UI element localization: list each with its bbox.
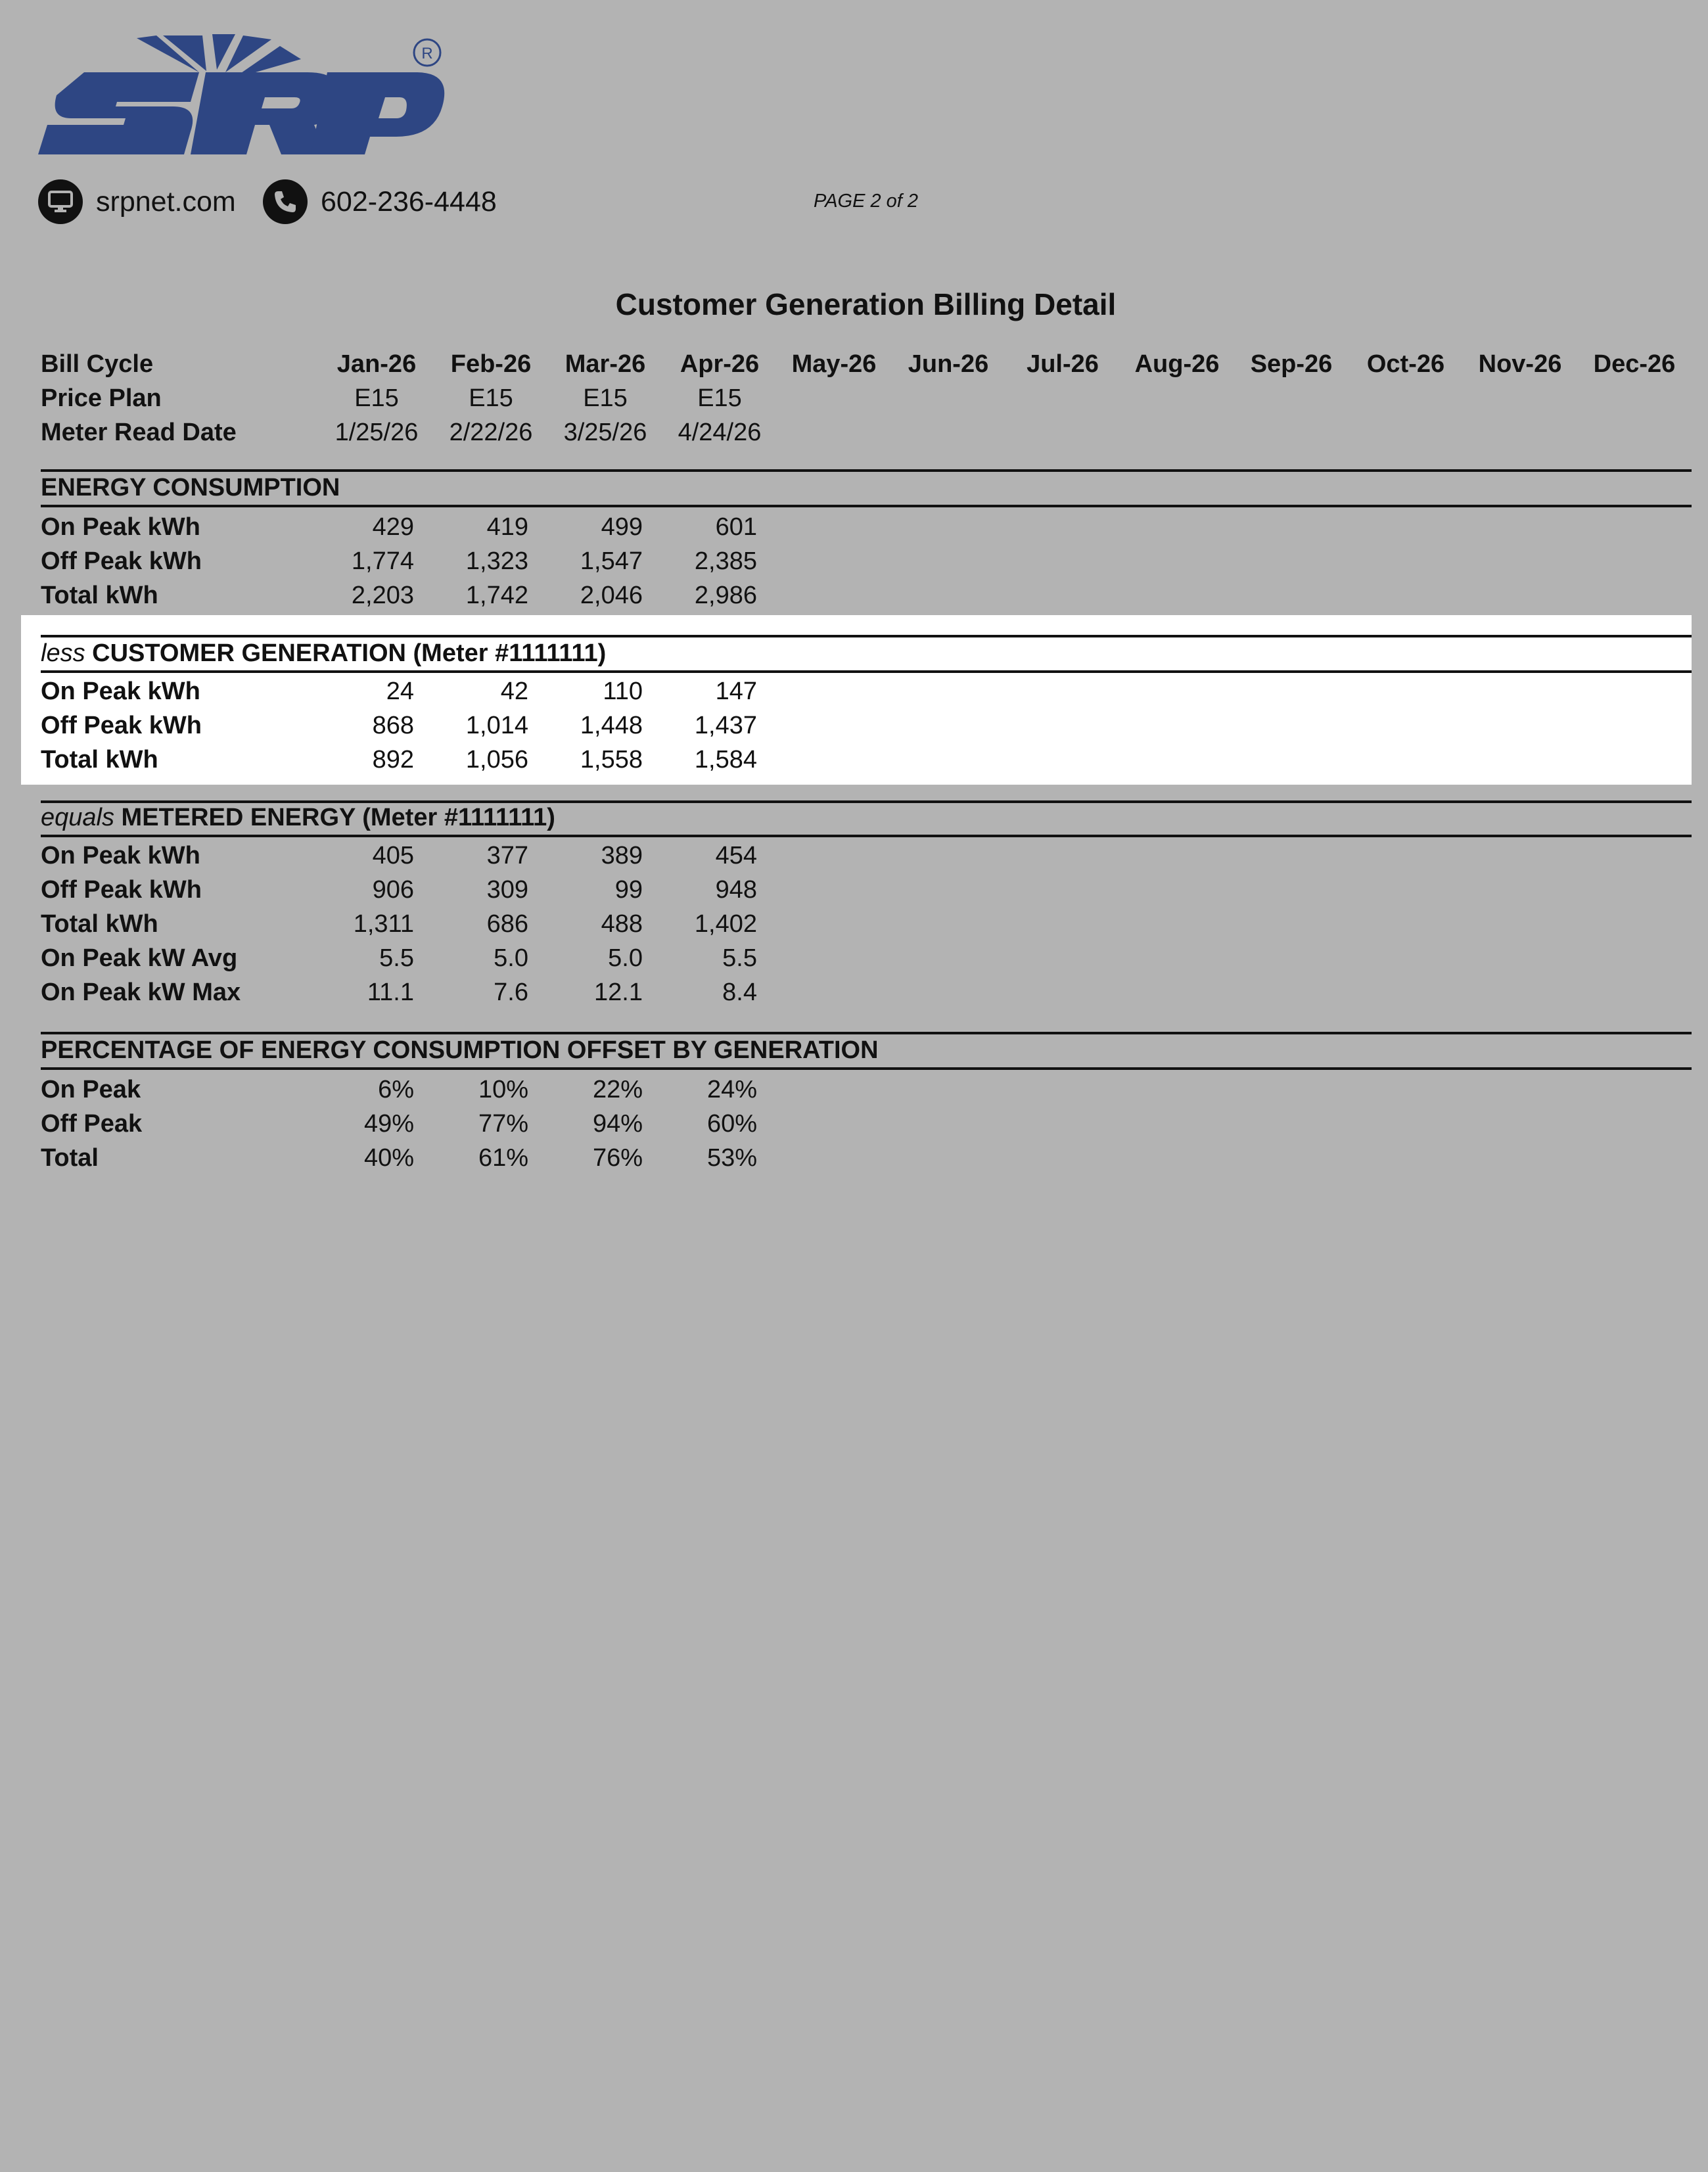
table-row	[0, 1107, 1708, 1141]
cell-value: 389	[601, 842, 643, 869]
row-label: Total kWh	[41, 582, 158, 609]
cell-value: 1,311	[353, 910, 414, 938]
cell-value: 2,046	[580, 582, 643, 609]
month-header: Apr-26	[680, 350, 760, 378]
month-header: Mar-26	[565, 350, 646, 378]
cell-value: 110	[603, 678, 643, 705]
month-header: May-26	[791, 350, 877, 378]
cell-value: 2,385	[694, 547, 757, 575]
month-header: Oct-26	[1366, 350, 1445, 378]
table-row	[0, 510, 1708, 544]
svg-text:R: R	[421, 45, 433, 62]
price-plan-value: E15	[583, 384, 628, 412]
month-header: Nov-26	[1478, 350, 1562, 378]
cell-value: 12.1	[594, 979, 643, 1006]
cell-value: 76%	[592, 1144, 643, 1172]
table-row	[0, 873, 1708, 907]
cell-value: 1,014	[465, 712, 528, 739]
cell-value: 1,437	[694, 712, 757, 739]
section-divider	[41, 670, 1692, 673]
cell-value: 868	[372, 712, 414, 739]
table-row	[0, 907, 1708, 941]
cell-value: 147	[715, 678, 757, 705]
cell-value: 377	[486, 842, 528, 869]
page-number: PAGE 2 of 2	[814, 191, 919, 212]
cell-value: 906	[372, 876, 414, 904]
row-label: On Peak kW Max	[41, 979, 241, 1006]
table-row	[0, 839, 1708, 873]
row-label: On Peak kW Avg	[41, 944, 238, 972]
cell-value: 22%	[592, 1076, 643, 1103]
table-row	[0, 1141, 1708, 1175]
row-label: Total kWh	[41, 910, 158, 938]
row-label: Off Peak kWh	[41, 876, 202, 904]
cell-value: 1,323	[465, 547, 528, 575]
table-row	[0, 708, 1708, 743]
cell-value: 1,056	[465, 746, 528, 774]
month-header: Jul-26	[1027, 350, 1099, 378]
cell-value: 488	[601, 910, 643, 938]
meter-read-date: 1/25/26	[335, 419, 419, 446]
energy-consumption-heading: ENERGY CONSUMPTION	[41, 474, 340, 501]
meter-read-date: 3/25/26	[563, 419, 647, 446]
heading-text: METERED ENERGY (Meter #1111111)	[114, 804, 555, 831]
cell-value: 24%	[706, 1076, 757, 1103]
cell-value: 60%	[706, 1110, 757, 1138]
phone-contact[interactable]	[263, 179, 497, 225]
metered-energy-heading	[41, 800, 555, 835]
price-plan-value: E15	[354, 384, 399, 412]
website-link[interactable]: srpnet.com	[96, 185, 236, 218]
cell-value: 5.0	[608, 944, 643, 972]
cell-value: 6%	[378, 1076, 414, 1103]
table-row	[0, 1073, 1708, 1107]
price-plan-value: E15	[697, 384, 742, 412]
cell-value: 1,584	[694, 746, 757, 774]
srp-logo	[38, 33, 446, 158]
bill-cycle-label: Bill Cycle	[41, 350, 154, 378]
customer-generation-heading	[41, 636, 606, 670]
cell-value: 10%	[478, 1076, 528, 1103]
month-header: Dec-26	[1593, 350, 1676, 378]
cell-value: 42	[500, 678, 528, 705]
cell-value: 601	[715, 513, 757, 541]
section-divider	[41, 1067, 1692, 1070]
month-header: Feb-26	[450, 350, 532, 378]
cell-value: 2,986	[694, 582, 757, 609]
table-row	[0, 544, 1708, 578]
cell-value: 7.6	[494, 979, 528, 1006]
monitor-icon	[38, 179, 83, 224]
cell-value: 77%	[478, 1110, 528, 1138]
month-header: Aug-26	[1134, 350, 1220, 378]
cell-value: 892	[372, 746, 414, 774]
cell-value: 1,448	[580, 712, 643, 739]
cell-value: 99	[614, 876, 643, 904]
phone-number[interactable]: 602-236-4448	[321, 185, 497, 218]
document-title: Customer Generation Billing Detail	[615, 287, 1117, 321]
meter-read-date-row	[0, 415, 1708, 450]
table-row	[0, 578, 1708, 612]
meter-read-date: 4/24/26	[678, 419, 762, 446]
row-label: On Peak kWh	[41, 513, 200, 541]
row-label: Off Peak kWh	[41, 712, 202, 739]
section-divider	[41, 505, 1692, 507]
row-label: Off Peak kWh	[41, 547, 202, 575]
cell-value: 405	[372, 842, 414, 869]
row-label: Total kWh	[41, 746, 158, 774]
cell-value: 40%	[363, 1144, 414, 1172]
month-header: Jan-26	[336, 350, 417, 378]
website-contact[interactable]	[38, 179, 236, 225]
price-plan-label: Price Plan	[41, 384, 162, 412]
section-divider	[41, 835, 1692, 837]
meter-read-date: 2/22/26	[449, 419, 533, 446]
heading-prefix: equals	[41, 804, 114, 831]
cell-value: 49%	[363, 1110, 414, 1138]
cell-value: 948	[715, 876, 757, 904]
cell-value: 11.1	[367, 979, 414, 1006]
meter-read-date-label: Meter Read Date	[41, 419, 237, 446]
cell-value: 1,774	[351, 547, 414, 575]
phone-icon	[263, 179, 308, 224]
heading-prefix: less	[41, 639, 85, 667]
cell-value: 61%	[478, 1144, 528, 1172]
cell-value: 1,558	[580, 746, 643, 774]
row-label: Off Peak	[41, 1110, 143, 1138]
heading-text: CUSTOMER GENERATION (Meter #1111111)	[85, 639, 607, 667]
cell-value: 2,203	[351, 582, 414, 609]
month-header: Jun-26	[908, 350, 989, 378]
cell-value: 8.4	[722, 979, 757, 1006]
table-row	[0, 975, 1708, 1009]
cell-value: 1,402	[694, 910, 757, 938]
price-plan-value: E15	[469, 384, 513, 412]
cell-value: 94%	[592, 1110, 643, 1138]
cell-value: 419	[486, 513, 528, 541]
offset-percentage-heading: PERCENTAGE OF ENERGY CONSUMPTION OFFSET BY GENERATION	[41, 1036, 879, 1064]
cell-value: 53%	[706, 1144, 757, 1172]
cell-value: 499	[601, 513, 643, 541]
row-label: On Peak kWh	[41, 842, 200, 869]
row-label: On Peak kWh	[41, 678, 200, 705]
cell-value: 5.0	[494, 944, 528, 972]
cell-value: 309	[486, 876, 528, 904]
cell-value: 5.5	[722, 944, 757, 972]
month-header: Sep-26	[1250, 350, 1333, 378]
cell-value: 5.5	[379, 944, 414, 972]
table-row	[0, 743, 1708, 777]
cell-value: 1,742	[465, 582, 528, 609]
table-row	[0, 674, 1708, 708]
cell-value: 1,547	[580, 547, 643, 575]
row-label: Total	[41, 1144, 99, 1172]
row-label: On Peak	[41, 1076, 141, 1103]
cell-value: 429	[372, 513, 414, 541]
price-plan-row	[0, 381, 1708, 415]
cell-value: 24	[386, 678, 414, 705]
cell-value: 686	[486, 910, 528, 938]
bill-cycle-row	[0, 347, 1708, 381]
table-row	[0, 941, 1708, 975]
cell-value: 454	[715, 842, 757, 869]
